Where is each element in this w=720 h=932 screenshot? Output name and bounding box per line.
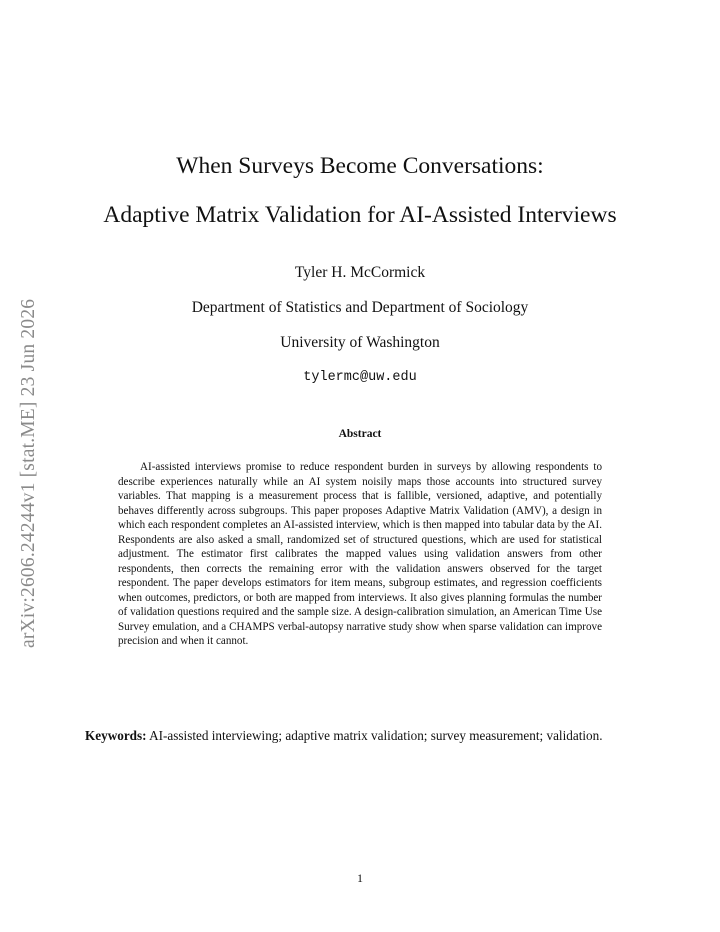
paper-title-line-2: Adaptive Matrix Validation for AI-Assisted Interviews [103, 202, 617, 228]
keywords-label: Keywords: [85, 728, 147, 743]
abstract-body: AI-assisted interviews promise to reduce respondent burden in surveys by allowing respondents to describe experiences naturally while an AI system noisily maps those accounts into structured survey variables. That mapping is a measurement process that is fallible, versioned, adaptive, and potentially behaves differently across subgroups. This paper proposes Adaptive Matrix Validation (AMV), a design in which each respondent completes an AI-assisted interview, which is then mapped into tabular data by the AI. Respondents are also asked a small, randomized set of structured questions, which are used for statistical adjustment. The estimator first calibrates the mapped values using validation answers from other respondents, then corrects the remaining error with the validation answers observed for the target respondent. The paper develops estimators for item means, subgroup estimates, and regression coefficients when outcomes, predictors, or both are mapped from interviews. It also gives planning formulas the number of validation questions required and the sample size. A design-calibration simulation, an American Time Use Survey emulation, and a CHAMPS verbal-autopsy narrative study show when sparse validation can improve precision and when it cannot. [118, 461, 602, 647]
arxiv-identifier-stamp: arXiv:2606.24244v1 [stat.ME] 23 Jun 2026 [18, 298, 39, 648]
keywords-section [85, 722, 636, 749]
abstract-heading: Abstract [338, 428, 382, 440]
author-name: Tyler H. McCormick [294, 264, 426, 281]
author-department: Department of Statistics and Department of Sociology [191, 299, 529, 316]
author-university: University of Washington [280, 334, 440, 351]
author-email[interactable]: tylermc@uw.edu [303, 370, 417, 385]
page-number: 1 [357, 871, 363, 885]
keywords-text: AI-assisted interviewing; adaptive matrix validation; survey measurement; validation. [149, 728, 603, 743]
paper-title-line-1: When Surveys Become Conversations: [176, 153, 544, 179]
